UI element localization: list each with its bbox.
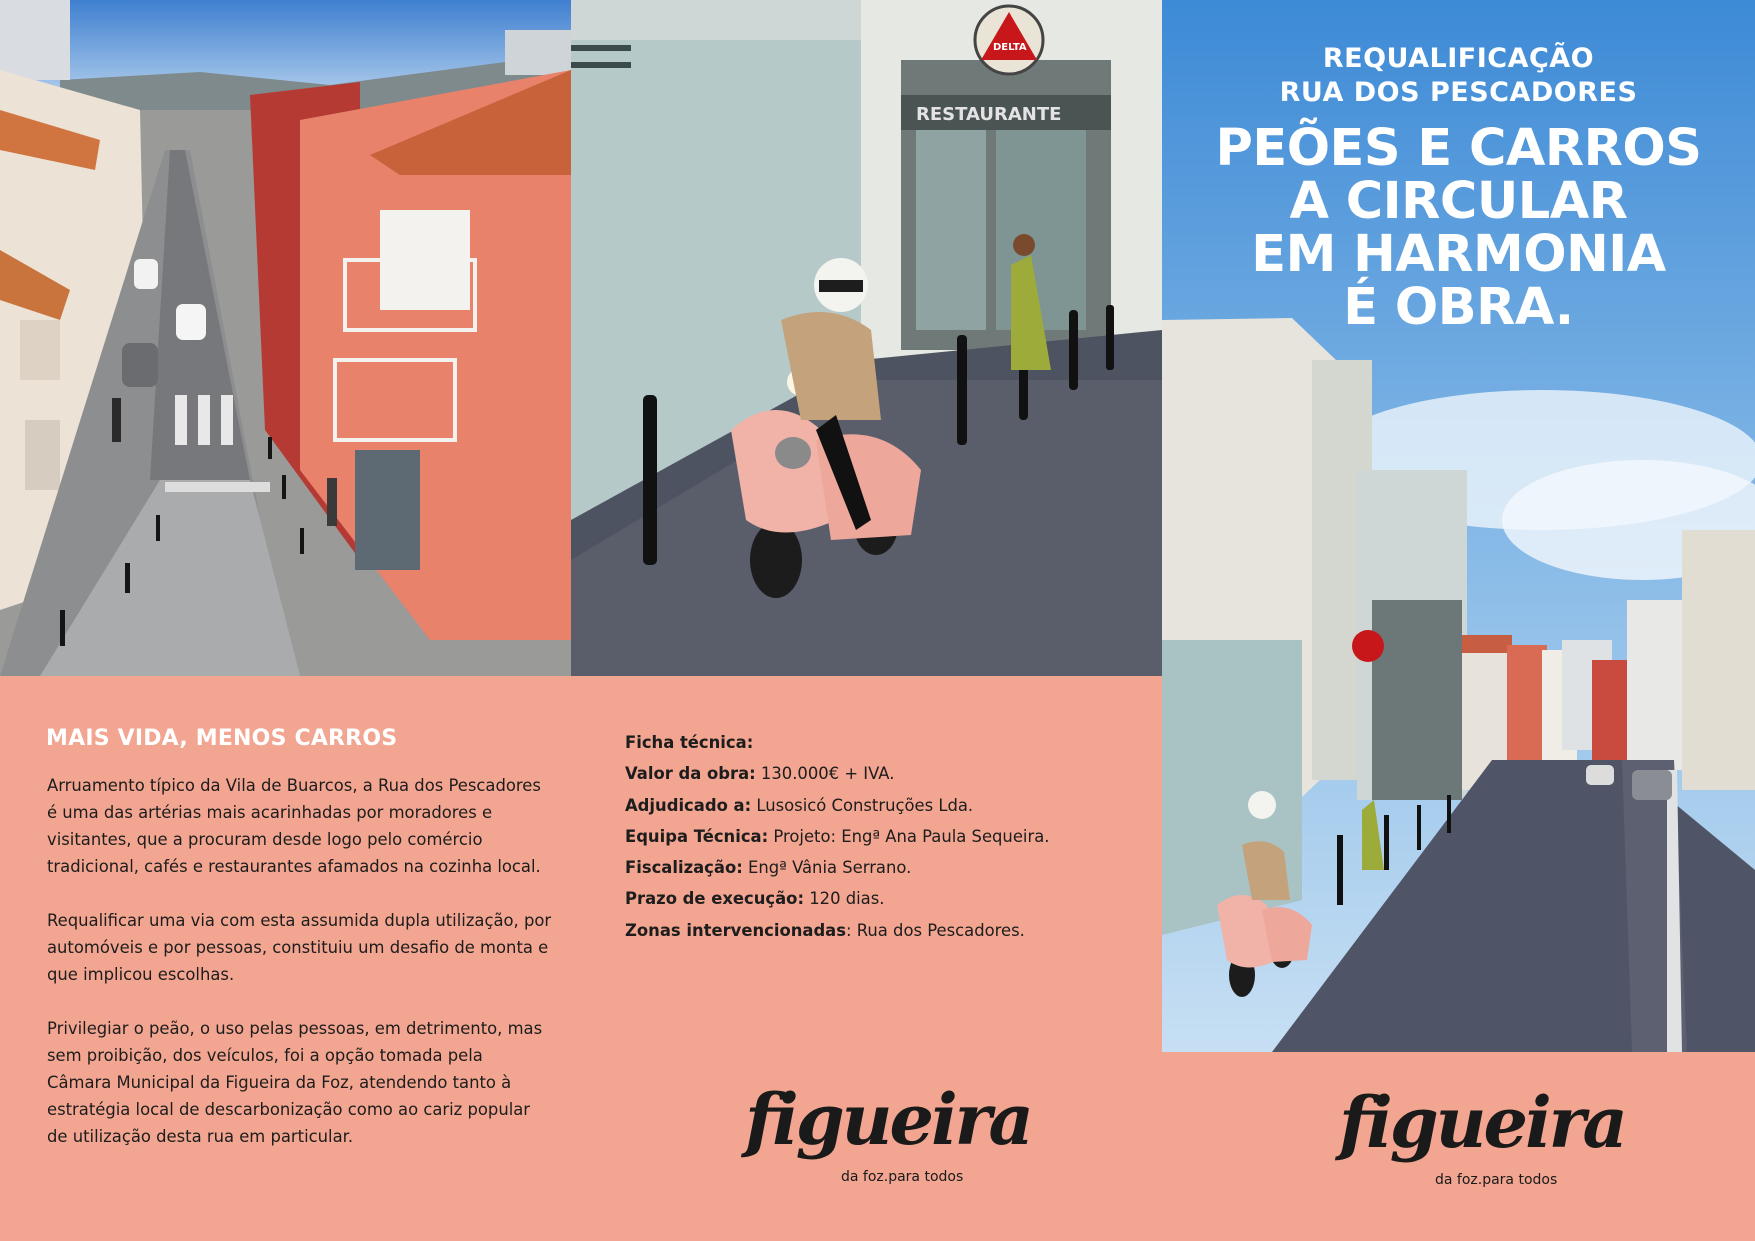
logo-wordmark: figueira xyxy=(745,1078,1031,1161)
row-label: Adjudicado a: xyxy=(625,795,752,815)
technical-sheet-row xyxy=(625,915,1145,946)
row-label: Prazo de execução: xyxy=(625,889,805,909)
figueira-logo-right xyxy=(1339,1081,1625,1188)
technical-sheet-row xyxy=(625,821,1145,852)
article-paragraph-2: Requalificar uma via com esta assumida dupla utilização, por automóveis e por pessoas, constituiu um desafio de monta e que implicou escolhas. xyxy=(47,911,552,984)
cover-headline-line-1: PEÕES E CARROS xyxy=(1215,119,1702,178)
row-value: 120 dias. xyxy=(804,889,885,909)
row-label: Fiscalização: xyxy=(625,858,743,878)
article-title: MAIS VIDA, MENOS CARROS xyxy=(46,726,398,751)
row-label: Equipa Técnica: xyxy=(625,826,769,846)
cover-headline-line-4: É OBRA. xyxy=(1343,278,1574,337)
article-paragraph-1: Arruamento típico da Vila de Buarcos, a Rua dos Pescadores é uma das artérias mais acarinhadas por moradores e visitantes, que a procuram desde logo pelo comércio tradicional, cafés e restaurantes afamados na cozinha local. xyxy=(47,776,541,876)
row-value: Lusosicó Construções Lda. xyxy=(751,795,974,815)
sign-restaurant: RESTAURANTE xyxy=(916,104,1062,125)
logo-tagline: da foz.para todos xyxy=(1435,1172,1558,1188)
photo-street-aerial xyxy=(0,0,571,676)
cover-kicker xyxy=(1162,42,1755,110)
cover-kicker-line-1: REQUALIFICAÇÃO xyxy=(1322,43,1595,74)
article-paragraph-3: Privilegiar o peão, o uso pelas pessoas, em detrimento, mas sem proibição, dos veículos, foi a opção tomada pela Câmara Municipal da Figueira da Foz, atendendo tanto à estratégia local de descarbonização como ao cariz popular de utilização desta rua em particular. xyxy=(47,1019,543,1146)
row-value: Projeto: Engª Ana Paula Sequeira. xyxy=(768,826,1050,846)
cover-headline xyxy=(1162,119,1755,337)
row-label: Valor da obra: xyxy=(625,764,756,784)
technical-sheet-row xyxy=(625,758,1145,789)
row-value: 130.000€ + IVA. xyxy=(755,764,895,784)
row-value: : Rua dos Pescadores. xyxy=(846,920,1025,940)
article-body xyxy=(47,772,552,1177)
technical-sheet xyxy=(625,727,1145,946)
row-label: Zonas intervencionadas xyxy=(625,920,847,940)
technical-sheet-heading: Ficha técnica: xyxy=(625,733,754,752)
technical-sheet-row xyxy=(625,852,1145,883)
cover-kicker-line-2: RUA DOS PESCADORES xyxy=(1279,77,1638,108)
cover-headline-line-2: A CIRCULAR xyxy=(1289,172,1628,231)
technical-sheet-row xyxy=(625,883,1145,914)
cover-title-block xyxy=(1162,42,1755,337)
row-value: Engª Vânia Serrano. xyxy=(742,858,912,878)
logo-tagline: da foz.para todos xyxy=(841,1169,964,1185)
cover-headline-line-3: EM HARMONIA xyxy=(1251,225,1666,284)
figueira-logo-left xyxy=(745,1078,1031,1185)
logo-wordmark: figueira xyxy=(1339,1081,1625,1164)
photo-scooter-rider xyxy=(571,0,1162,676)
sign-delta: DELTA xyxy=(993,42,1027,53)
technical-sheet-row xyxy=(625,790,1145,821)
